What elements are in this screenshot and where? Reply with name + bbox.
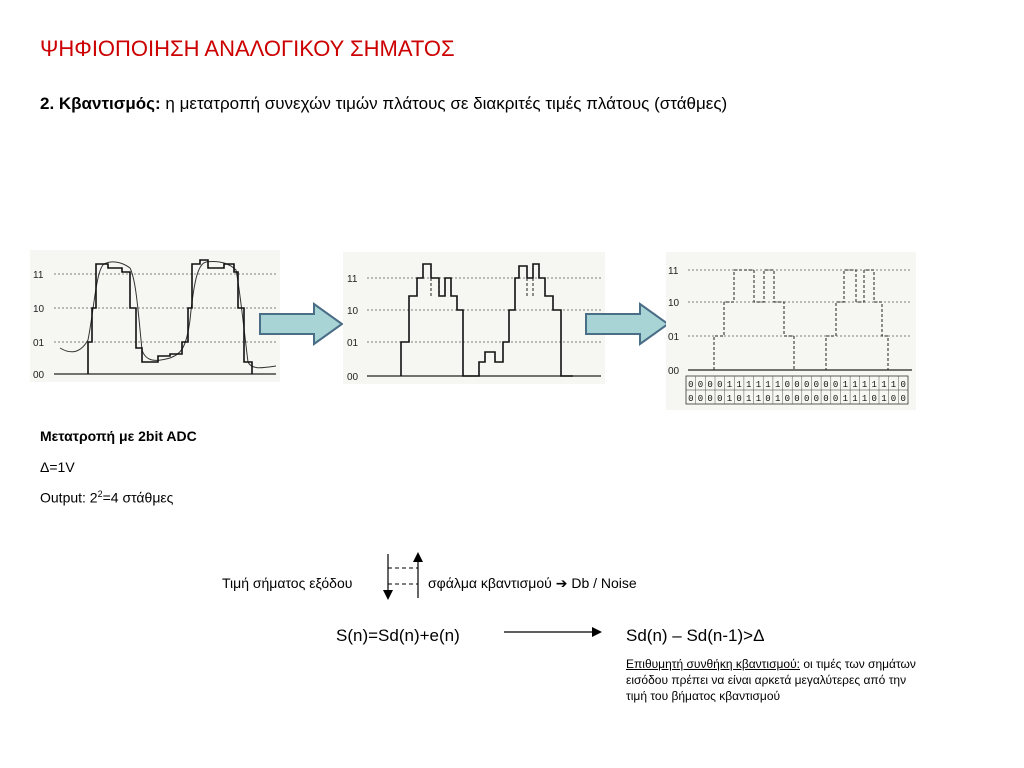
arrow-right-icon: ➔: [555, 575, 568, 591]
noise-text: Db / Noise: [567, 575, 637, 591]
bit-value: 0: [832, 394, 839, 404]
quantization-error-bracket: [380, 550, 428, 602]
bit-stream-row-1: [688, 376, 906, 390]
bit-value: 1: [755, 380, 762, 390]
condition-body: οι τιμές των σημάτων εισόδου πρέπει να είναι αρκετά μεγαλύτερες από την τιμή του βήματος κβαντισμού: [626, 657, 916, 703]
adc-title: Μετατροπή με 2bit ADC: [40, 428, 197, 444]
signal-equation: S(n)=Sd(n)+e(n): [336, 626, 460, 645]
level-label-01: 01: [347, 338, 359, 349]
arrow-right-icon: [582, 300, 672, 348]
bit-value: 0: [871, 394, 877, 404]
bit-value: 1: [775, 394, 781, 404]
bit-value: 1: [726, 394, 733, 404]
bit-value: 0: [832, 380, 839, 390]
bit-value: 1: [881, 380, 887, 390]
level-label-10: 10: [347, 306, 359, 317]
bit-value: 1: [726, 380, 733, 390]
condition-heading: Επιθυμητή συνθήκη κβαντισμού:: [626, 657, 800, 671]
quantization-condition-equation: Sd(n) – Sd(n-1)>Δ: [626, 626, 765, 645]
bit-value: 0: [765, 394, 771, 404]
bit-value: 0: [813, 380, 820, 390]
output-exponent: 2: [97, 489, 103, 499]
figure-analog-signal: [30, 250, 280, 382]
bit-value: 1: [755, 394, 762, 404]
bit-value: 0: [804, 394, 810, 404]
output-suffix: =4 στάθμες: [102, 489, 174, 506]
bit-value: 1: [746, 380, 752, 390]
figure-digital-output: [666, 252, 916, 410]
level-label-11: 11: [668, 266, 679, 277]
level-label-00: 00: [33, 370, 45, 381]
slide-subtitle: [40, 94, 727, 114]
bit-value: 0: [900, 394, 906, 404]
bit-value: 0: [890, 394, 897, 404]
bit-value: 0: [784, 380, 791, 390]
level-label-00: 00: [347, 372, 359, 383]
subtitle-bold: 2. Κβαντισμός:: [40, 94, 161, 113]
bit-value: 0: [900, 380, 906, 390]
bit-value: 1: [871, 380, 877, 390]
arrow-right-icon: [256, 300, 346, 348]
bit-value: 1: [842, 394, 849, 404]
output-levels: [40, 489, 173, 506]
bit-value: 1: [736, 380, 742, 390]
error-text: σφάλμα κβαντισμού: [428, 575, 552, 591]
bit-value: 1: [775, 380, 781, 390]
bit-value: 0: [784, 394, 791, 404]
bit-value: 0: [823, 394, 829, 404]
level-label-10: 10: [668, 298, 680, 309]
bit-value: 0: [688, 380, 694, 390]
level-label-01: 01: [668, 332, 680, 343]
bit-value: 0: [736, 394, 742, 404]
bit-value: 1: [852, 394, 858, 404]
bit-value: 1: [852, 380, 858, 390]
bit-value: 0: [688, 394, 694, 404]
bit-value: 0: [707, 380, 713, 390]
bit-value: 1: [890, 380, 897, 390]
figure-quantized-signal: [343, 252, 605, 384]
level-label-11: 11: [33, 270, 44, 281]
bit-value: 0: [707, 394, 713, 404]
bit-value: 1: [746, 394, 752, 404]
bit-value: 1: [842, 380, 849, 390]
slide-title: ΨΗΦΙΟΠΟΙΗΣΗ ΑΝΑΛΟΓΙΚΟΥ ΣΗΜΑΤΟΣ: [40, 36, 455, 61]
quantization-error-label: [428, 575, 637, 592]
bit-value: 1: [881, 394, 887, 404]
level-label-01: 01: [33, 338, 45, 349]
bit-value: 0: [717, 394, 723, 404]
long-arrow-right-icon: [502, 624, 606, 640]
bit-value: 0: [813, 394, 820, 404]
bit-value: 1: [861, 380, 868, 390]
bit-value: 0: [717, 380, 723, 390]
bit-value: 0: [804, 380, 810, 390]
subtitle-text: η μετατροπή συνεχών τιμών πλάτους σε διακριτές τιμές πλάτους (στάθμες): [160, 94, 728, 113]
level-label-10: 10: [33, 304, 45, 315]
bit-value: 1: [861, 394, 868, 404]
bit-value: 0: [823, 380, 829, 390]
bit-value: 0: [697, 394, 704, 404]
quantization-condition-text: [626, 656, 926, 704]
output-signal-label: Τιμή σήματος εξόδου: [222, 575, 353, 591]
output-prefix: Output: 2: [40, 489, 98, 506]
level-label-11: 11: [347, 274, 358, 285]
bit-value: 0: [794, 394, 800, 404]
bit-value: 0: [794, 380, 800, 390]
delta-value: Δ=1V: [40, 459, 75, 475]
bit-stream-row-2: [688, 390, 906, 404]
bit-value: 0: [697, 380, 704, 390]
level-label-00: 00: [668, 366, 680, 377]
bit-value: 1: [765, 380, 771, 390]
